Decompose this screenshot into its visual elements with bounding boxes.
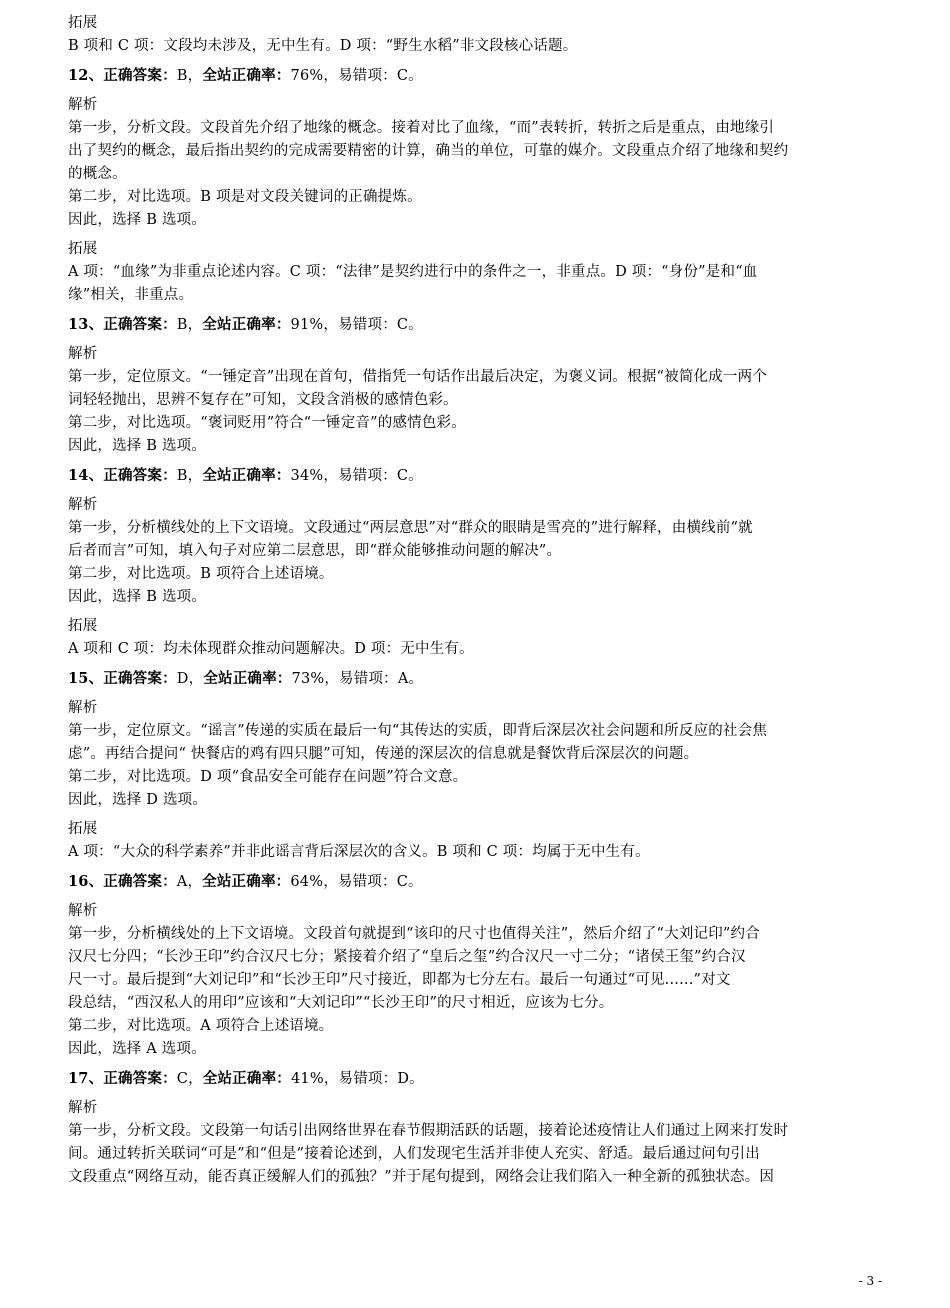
paragraph-line: 第一步，定位原文。“谣言”传递的实质在最后一句“其传达的实质，即背后深层次社会问题和所反应的社会焦 [68,723,768,739]
paragraph-line: 第一步，分析文段。文段首先介绍了地缘的概念。接着对比了血缘，“而”表转折，转折之后是重点，由地缘引 [68,120,775,136]
correct-rate: 41% [290,1071,324,1087]
question-number: 14、 [68,467,104,484]
answer-label: 正确答案： [103,670,177,687]
paragraph-line: 第二步，对比选项。D 项“食品安全可能存在问题”符合文意。 [68,769,468,785]
paragraph-line: 第一步，分析横线处的上下文语境。文段通过“两层意思”对“群众的眼睛是雪亮的”进行解释，由横线前“就 [68,520,753,536]
section-label: 解析 [68,346,98,362]
correct-rate: 91% [290,317,324,333]
paragraph-line: 因此，选择 A 选项。 [68,1041,206,1057]
separator: ， [188,1071,203,1087]
paragraph-line: A 项：“血缘”为非重点论述内容。C 项：“法律”是契约进行中的条件之一，非重点。D 项：“身份”是和“血 [68,264,758,280]
rate-label: 全站正确率： [202,1070,291,1087]
paragraph-line: 词轻轻抛出，思辨不复存在”可知，文段含消极的感情色彩。 [68,392,458,408]
rate-label: 全站正确率： [203,670,292,687]
correct-rate: 34% [290,468,324,484]
error-prone-option: ，易错项：C。 [323,874,423,890]
separator: ， [187,874,203,890]
error-prone-option: ，易错项：A。 [324,671,424,687]
paragraph-line: 因此，选择 D 选项。 [68,792,208,808]
question-answer-line [68,464,886,488]
paragraph-line: 因此，选择 B 选项。 [68,438,207,454]
correct-rate: 64% [290,874,324,890]
paragraph-line: 第二步，对比选项。B 项符合上述语境。 [68,566,334,582]
separator: ， [187,68,203,84]
section-label: 解析 [68,903,98,919]
section-label: 拓展 [68,618,98,634]
separator: ， [188,671,204,687]
paragraph-line: 缘”相关，非重点。 [68,287,194,303]
paragraph-line: A 项：“大众的科学素养”并非此谣言背后深层次的含义。B 项和 C 项：均属于无中生有。 [68,844,650,860]
rate-label: 全站正确率： [202,467,291,484]
correct-answer: B [176,68,188,84]
paragraph-line: 汉尺七分四；“长沙王印”约合汉尺七分；紧接着介绍了“皇后之玺”约合汉尺一寸二分；“诸侯王玺”约合汉 [68,949,746,965]
question-answer-line [68,313,886,337]
paragraph-line: 因此，选择 B 选项。 [68,212,207,228]
error-prone-option: ，易错项：C。 [323,68,423,84]
error-prone-option: ，易错项：C。 [323,468,423,484]
paragraph-line: 文段重点“网络互动，能否真正缓解人们的孤独？”并于尾句提到，网络会让我们陷入一种全新的孤独状态。因 [68,1169,775,1185]
answer-label: 正确答案： [103,1070,177,1087]
correct-answer: D [176,671,189,687]
answer-label: 正确答案： [103,873,177,890]
rate-label: 全站正确率： [202,67,291,84]
paragraph-line: 尺一寸。最后提到“大刘记印”和“长沙王印”尺寸接近，即都为七分左右。最后一句通过“可见......”对文 [68,972,731,988]
question-number: 16、 [68,873,104,890]
separator: ， [187,317,203,333]
paragraph-line: 第一步，定位原文。“一锤定音”出现在首句，借指凭一句话作出最后决定，为褒义词。根据“被简化成一两个 [68,369,768,385]
paragraph-line: 后者而言”可知，填入句子对应第二层意思，即“群众能够推动问题的解决”。 [68,543,562,559]
correct-rate: 73% [291,671,325,687]
answer-label: 正确答案： [103,67,177,84]
paragraph-line: 出了契约的概念，最后指出契约的完成需要精密的计算，确当的单位，可靠的媒介。文段重点介绍了地缘和契约 [68,143,789,159]
separator: ， [187,468,203,484]
error-prone-option: ，易错项：D。 [323,1071,424,1087]
question-answer-line [68,870,886,894]
question-answer-line [68,1067,886,1091]
paragraph-line: 段总结，“西汉私人的用印”应该和“大刘记印”“长沙王印”的尺寸相近，应该为七分。 [68,995,614,1011]
section-label: 拓展 [68,241,98,257]
correct-answer: B [176,468,188,484]
paragraph-line: 第一步，分析横线处的上下文语境。文段首句就提到“该印的尺寸也值得关注”，然后介绍了“大刘记印”约合 [68,926,760,942]
correct-rate: 76% [290,68,324,84]
paragraph-line: 因此，选择 B 选项。 [68,589,207,605]
paragraph-line: 第二步，对比选项。A 项符合上述语境。 [68,1018,334,1034]
question-number: 17、 [68,1070,104,1087]
paragraph-line: 虑”。再结合提问“ 快餐店的鸡有四只腿”可知，传递的深层次的信息就是餐饮背后深层次的问题。 [68,746,699,762]
section-label: 解析 [68,497,98,513]
rate-label: 全站正确率： [202,873,291,890]
correct-answer: C [176,1071,189,1087]
paragraph-line: 的概念。 [68,166,127,182]
paragraph-line: 第二步，对比选项。“褒词贬用”符合“一锤定音”的感情色彩。 [68,415,466,431]
rate-label: 全站正确率： [202,316,291,333]
question-number: 15、 [68,670,104,687]
answer-label: 正确答案： [103,316,177,333]
paragraph-line: 第二步，对比选项。B 项是对文段关键词的正确提炼。 [68,189,422,205]
section-label: 拓展 [68,15,98,31]
correct-answer: B [176,317,188,333]
page-number: - 3 - [858,1274,882,1288]
answer-label: 正确答案： [103,467,177,484]
paragraph-line: 间。通过转折关联词“可是”和“但是”接着论述到，人们发现宅生活并非使人充实、舒适。最后通过问句引出 [68,1146,760,1162]
section-label: 解析 [68,700,98,716]
question-number: 12、 [68,67,104,84]
document-body [68,6,886,1189]
paragraph-line: A 项和 C 项：均未体现群众推动问题解决。D 项：无中生有。 [68,641,474,657]
question-answer-line [68,667,886,691]
section-label: 解析 [68,1100,98,1116]
question-answer-line [68,64,886,88]
question-number: 13、 [68,316,104,333]
section-label: 解析 [68,97,98,113]
paragraph-line: 第一步，分析文段。文段第一句话引出网络世界在春节假期活跃的话题，接着论述疫情让人们通过上网来打发时 [68,1123,789,1139]
paragraph-line: B 项和 C 项：文段均未涉及，无中生有。D 项：“野生水稻”非文段核心话题。 [68,38,578,54]
section-label: 拓展 [68,821,98,837]
error-prone-option: ，易错项：C。 [323,317,423,333]
correct-answer: A [176,874,188,890]
